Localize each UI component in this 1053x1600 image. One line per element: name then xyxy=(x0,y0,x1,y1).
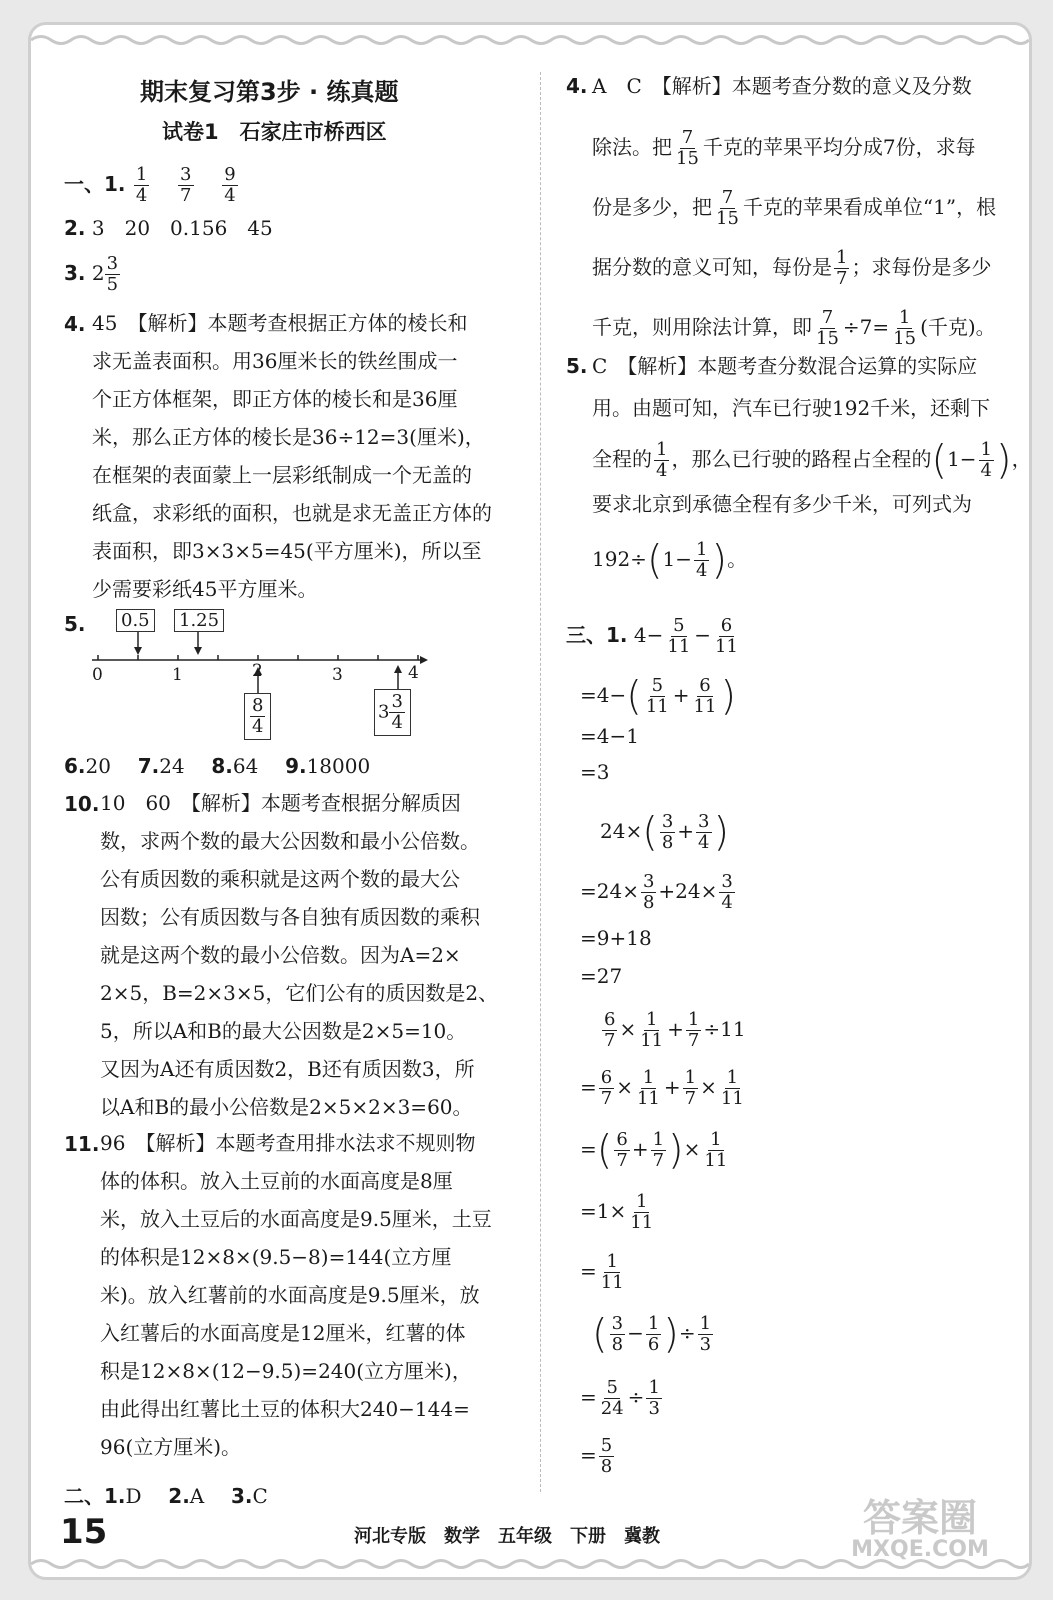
q2-5-line-1: C 【解析】本题考查分数混合运算的实际应 xyxy=(592,354,978,378)
number-line xyxy=(88,605,428,745)
fraction: $\frac{9}{4}$ xyxy=(224,164,236,206)
q1-11-label: 11. xyxy=(64,1132,100,1156)
q2-4-line-3: 份是多少，把 $\frac{7}{15}$ 千克的苹果看成单位“1”，根 xyxy=(592,187,997,229)
tick-1: 1 xyxy=(172,665,183,685)
calc-3-row-3: =( $\frac{6}{7}$ + $\frac{1}{7}$ )× $\frac{1}{11}$ xyxy=(580,1127,728,1174)
marker-8-4 xyxy=(244,693,271,740)
exam-subtitle: 试卷1 石家庄市桥西区 xyxy=(162,120,387,144)
fraction: $\frac{1}{4}$ xyxy=(656,439,668,481)
fraction: $\frac{1}{7}$ xyxy=(684,1067,697,1109)
fraction: $\frac{3}{8}$ xyxy=(642,871,655,913)
fraction: $\frac{1}{3}$ xyxy=(648,1377,660,1419)
fraction: $\frac{6}{11}$ xyxy=(693,675,717,717)
fraction: $\frac{6}{7}$ xyxy=(604,1009,616,1051)
calc-3-row-4: =1× $\frac{1}{11}$ xyxy=(580,1191,654,1233)
fraction: $\frac{5}{11}$ xyxy=(645,675,669,717)
q1-3: 3. 2 $\frac{3}{5}$ xyxy=(64,253,119,295)
q2-4-line-1: A C 【解析】本题考查分数的意义及分数 xyxy=(592,74,972,98)
page-number: 15 xyxy=(60,1512,108,1552)
q2-5-label: 5. xyxy=(566,354,588,378)
fraction: $\frac{1}{7}$ xyxy=(836,247,848,289)
q2-4-line-4: 据分数的意义可知，每份是 $\frac{1}{7}$ ；求每份是多少 xyxy=(592,247,992,289)
fraction: $\frac{6}{11}$ xyxy=(715,615,738,657)
calc-1-row-3: =4−1 xyxy=(580,724,639,748)
footer-edition-info: 河北专版 数学 五年级 下册 冀教 xyxy=(354,1526,660,1547)
fraction: $\frac{1}{4}$ xyxy=(980,439,992,481)
q2-4-line-2: 除法。把 $\frac{7}{15}$ 千克的苹果平均分成7份，求每 xyxy=(592,127,976,169)
fraction: $\frac{3}{8}$ xyxy=(611,1313,624,1355)
fraction: $\frac{1}{6}$ xyxy=(647,1313,660,1355)
marker-3-3-4: 3 $\frac{3}{4}$ xyxy=(374,689,411,736)
fraction: $\frac{3}{4}$ xyxy=(721,871,733,913)
calc-3-row-1: $\frac{6}{7}$ × $\frac{1}{11}$ + $\frac{1}{7}$ ÷11 xyxy=(604,1009,746,1051)
fraction: $\frac{1}{7}$ xyxy=(652,1129,665,1171)
calc-4-row-2: = $\frac{5}{24}$ ÷ $\frac{1}{3}$ xyxy=(580,1377,660,1419)
section-1-label: 一、1. xyxy=(64,172,126,196)
fraction: $\frac{3}{4}$ xyxy=(698,811,710,853)
q2-5-line-4: 要求北京到承德全程有多少千米，可列式为 xyxy=(592,492,972,516)
page-title: 期末复习第3步 · 练真题 xyxy=(140,78,399,106)
fraction: $\frac{3}{5}$ xyxy=(106,253,119,295)
q1-6-9: 6.20 7.24 8.64 9.18000 xyxy=(64,754,371,778)
calc-2-row-4: =27 xyxy=(580,964,623,988)
fraction: $\frac{7}{15}$ xyxy=(816,307,839,349)
fraction: $\frac{8}{4}$ xyxy=(252,695,264,737)
fraction: $\frac{5}{8}$ xyxy=(600,1435,613,1477)
fraction: $\frac{1}{11}$ xyxy=(704,1129,728,1171)
section-2-answers: 二、1.D 2.A 3.C xyxy=(64,1484,268,1508)
calc-1-row-1: 三、1. 4− $\frac{5}{11}$ − $\frac{6}{11}$ xyxy=(566,615,738,657)
calc-4-row-1: ( $\frac{3}{8}$ − $\frac{1}{6}$ )÷ $\frac{1}{3}$ xyxy=(592,1311,712,1358)
marker-0.5: 0.5 xyxy=(116,609,155,632)
calc-2-row-3: =9+18 xyxy=(580,926,652,950)
fraction: $\frac{1}{11}$ xyxy=(636,1067,660,1109)
fraction: $\frac{3}{4}$ xyxy=(391,691,403,733)
calc-2-row-1: 24×( $\frac{3}{8}$ + $\frac{3}{4}$ ) xyxy=(600,809,730,856)
q1-4-label: 4. xyxy=(64,312,86,336)
q1-2: 2. 3 20 0.156 45 xyxy=(64,216,273,240)
fraction: $\frac{5}{24}$ xyxy=(600,1377,624,1419)
calc-3-row-5: = $\frac{1}{11}$ xyxy=(580,1251,624,1293)
q1-5-label: 5. xyxy=(64,612,86,636)
tick-0: 0 xyxy=(92,665,103,685)
fraction: $\frac{7}{15}$ xyxy=(676,127,699,169)
tick-2: 2 xyxy=(252,661,263,681)
fraction: $\frac{7}{15}$ xyxy=(716,187,739,229)
fraction: $\frac{5}{11}$ xyxy=(667,615,691,657)
fraction: $\frac{6}{7}$ xyxy=(600,1067,613,1109)
q2-5-line-5: 192÷(1− $\frac{1}{4}$ )。 xyxy=(592,537,748,584)
q2-4-label: 4. xyxy=(566,74,588,98)
fraction: $\frac{3}{8}$ xyxy=(661,811,674,853)
fraction: $\frac{1}{11}$ xyxy=(720,1067,744,1109)
fraction: $\frac{1}{11}$ xyxy=(640,1009,664,1051)
fraction: $\frac{1}{11}$ xyxy=(600,1251,624,1293)
tick-3: 3 xyxy=(332,665,343,685)
calc-4-row-3: = $\frac{5}{8}$ xyxy=(580,1435,613,1477)
calc-1-row-4: =3 xyxy=(580,760,610,784)
fraction: $\frac{1}{3}$ xyxy=(699,1313,712,1355)
fraction: $\frac{1}{11}$ xyxy=(630,1191,654,1233)
calc-2-row-2: =24× $\frac{3}{8}$ +24× $\frac{3}{4}$ xyxy=(580,871,733,913)
calc-1-row-2: =4−( $\frac{5}{11}$ + $\frac{6}{11}$ ) xyxy=(580,673,737,720)
calc-3-row-2: = $\frac{6}{7}$ × $\frac{1}{11}$ + $\frac{1}{7}$ × $\frac{1}{11}$ xyxy=(580,1067,744,1109)
q2-5-line-3: 全程的 $\frac{1}{4}$ ，那么已行驶的路程占全程的(1− $\frac{1}{4}$ )， xyxy=(592,437,1032,484)
fraction: $\frac{6}{7}$ xyxy=(616,1129,628,1171)
watermark-logo: 答案圈 MXQE.COM xyxy=(851,1496,989,1562)
q2-5-line-2: 用。由题可知，汽车已行驶192千米，还剩下 xyxy=(592,396,991,420)
q1-4-explanation: 45 【解析】本题考查根据正方体的棱长和 求无盖表面积。用36厘米长的铁丝围成一 个正方体框架，即正方体的棱长和是36厘 米，那么正方体的棱长是36÷12=3(厘米)， 在框架的表面蒙上一层彩纸制成一个无盖的 纸盒，求彩纸的面积，也就是求无盖正方体的 表面积，即3×3×5=45(平方厘米)，所以至 少需要彩纸45平方厘米。 xyxy=(92,311,492,601)
fraction: $\frac{3}{7}$ xyxy=(180,164,192,206)
fraction: $\frac{1}{15}$ xyxy=(893,307,917,349)
fraction: $\frac{1}{7}$ xyxy=(687,1009,700,1051)
fraction: $\frac{1}{4}$ xyxy=(135,164,148,206)
fraction: $\frac{1}{4}$ xyxy=(696,539,708,581)
q1-10-explanation: 10 60 【解析】本题考查根据分解质因 数，求两个数的最大公因数和最小公倍数。 公有质因数的乘积就是这两个数的最大公 因数；公有质因数与各自独有质因数的乘积 就是这两个数的最小公倍数。因为A=2× 2×5，B=2×3×5，它们公有的质因数是2、 5，所以A和B的最大公因数是2×5=10。 又因为A还有质因数2，B还有质因数3，所 以A和B的最小公倍数是2×5×2×3=60。 xyxy=(100,791,499,1119)
q2-4-line-5: 千克，则用除法计算，即 $\frac{7}{15}$ ÷7= $\frac{1}{15}$ (千克)。 xyxy=(592,307,996,349)
top-wave-border xyxy=(31,33,1029,47)
tick-4: 4 xyxy=(408,663,419,683)
q1-1 xyxy=(64,165,240,206)
q1-10-label: 10. xyxy=(64,792,100,816)
q1-11-explanation: 96 【解析】本题考查用排水法求不规则物 体的体积。放入土豆前的水面高度是8厘 米，放入土豆后的水面高度是9.5厘米，土豆 的体积是12×8×(9.5−8)=144(立方厘 米)。放入红薯前的水面高度是9.5厘米，放 入红薯后的水面高度是12厘米，红薯的体 积是12×8×(12−9.5)=240(立方厘米)， 由此得出红薯比土豆的体积大240−144= 96(立方厘米)。 xyxy=(100,1131,492,1459)
marker-1.25: 1.25 xyxy=(174,609,224,632)
column-divider xyxy=(540,72,541,1492)
